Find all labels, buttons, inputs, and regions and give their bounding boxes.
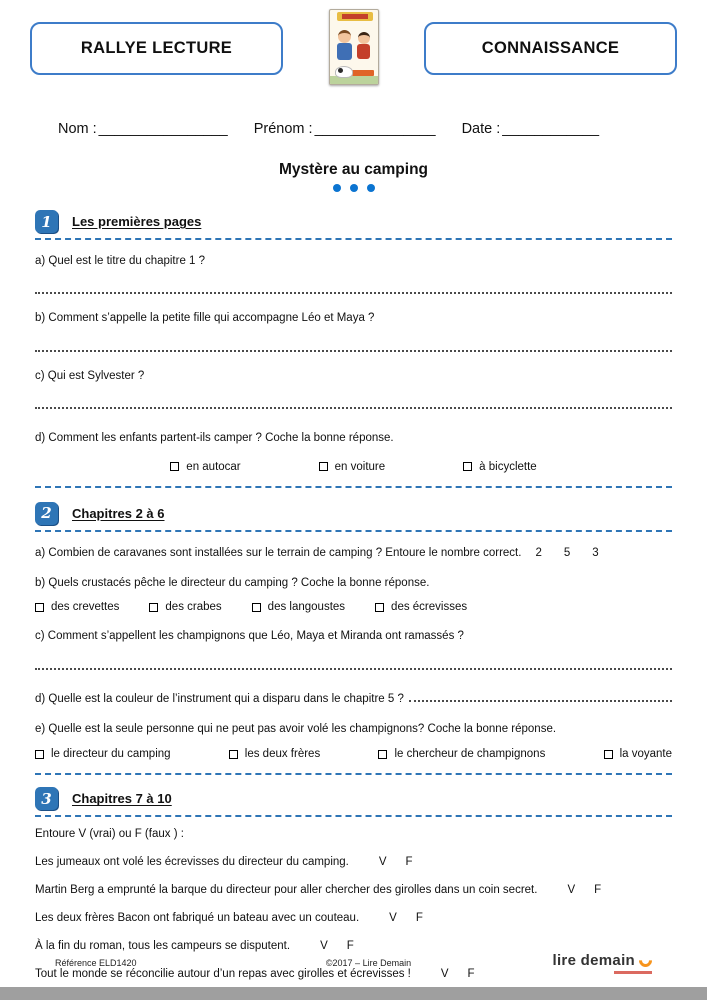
- statement-text: À la fin du roman, tous les campeurs se disputent.: [35, 940, 291, 953]
- dashed-divider: [35, 486, 672, 488]
- statement-row: [35, 912, 672, 924]
- statement-row: [35, 884, 672, 896]
- faux-option[interactable]: F: [415, 912, 423, 925]
- faux-option[interactable]: F: [467, 968, 475, 981]
- number-choice-3[interactable]: 3: [592, 546, 599, 559]
- section-1-badge: 1: [35, 210, 58, 233]
- dashed-divider: [35, 238, 672, 240]
- answer-line: [35, 657, 672, 670]
- faux-option[interactable]: F: [594, 884, 602, 897]
- statement-text: Martin Berg a emprunté la barque du directeur pour aller chercher des girolles dans un coin secret.: [35, 884, 538, 897]
- option-label: en voiture: [334, 460, 386, 473]
- copyright-text: ©2017 – Lire Demain: [325, 958, 412, 968]
- options-row-1d: [35, 461, 672, 473]
- question-2b: b) Quels crustacés pêche le directeur du camping ? Coche la bonne réponse.: [35, 576, 430, 589]
- vrai-option[interactable]: V: [320, 940, 328, 953]
- option-des-crevettes: [35, 601, 119, 613]
- vrai-option[interactable]: V: [567, 884, 576, 897]
- section-1: [35, 210, 672, 488]
- prenom-label: Prénom :: [253, 121, 313, 137]
- section-3-header: [35, 787, 672, 810]
- option-des-ecrevisses: [375, 601, 467, 613]
- answer-line: [409, 692, 672, 702]
- section-2-title: Chapitres 2 à 6: [72, 505, 165, 521]
- dot-icon: [333, 184, 341, 192]
- checkbox-icon[interactable]: [35, 603, 44, 612]
- cover-art-shape: [335, 66, 353, 78]
- option-label: des crevettes: [51, 601, 120, 614]
- header: [0, 0, 707, 85]
- number-choice-2[interactable]: 2: [535, 546, 542, 559]
- options-row-2e: [35, 748, 672, 760]
- option-label: le chercheur de champignons: [394, 748, 546, 761]
- dot-icon: [367, 184, 375, 192]
- section-3-badge: 3: [35, 787, 58, 810]
- nom-field-line: ________________: [98, 121, 228, 137]
- section-3-title: Chapitres 7 à 10: [72, 791, 172, 807]
- statement-text: Les deux frères Bacon ont fabriqué un bateau avec un couteau.: [35, 912, 360, 925]
- book-cover-image: [329, 9, 379, 85]
- cover-art-shape: [330, 76, 378, 84]
- section-1-title: Les premières pages: [72, 214, 202, 229]
- answer-line: [35, 281, 672, 294]
- cover-art-shape: [358, 32, 370, 44]
- rallye-lecture-box: [30, 22, 283, 75]
- checkbox-icon[interactable]: [375, 603, 384, 612]
- checkbox-icon[interactable]: [378, 750, 387, 759]
- option-label: à bicyclette: [479, 460, 537, 473]
- question-2d: [35, 692, 672, 706]
- logo-text: lire demain: [552, 952, 635, 969]
- option-en-autocar: [170, 461, 240, 473]
- question-2a: [35, 546, 672, 560]
- number-choice-5[interactable]: 5: [563, 546, 571, 559]
- option-label: des crabes: [165, 601, 222, 614]
- connaissance-label: CONNAISSANCE: [481, 39, 620, 57]
- title-dots-decoration: [35, 184, 672, 192]
- option-label: en autocar: [186, 460, 241, 473]
- dashed-divider: [35, 530, 672, 532]
- section-1-header: [35, 210, 672, 233]
- section-2-badge: 2: [35, 502, 58, 525]
- option-des-langoustes: [252, 601, 345, 613]
- checkbox-icon[interactable]: [604, 750, 613, 759]
- checkbox-icon[interactable]: [252, 603, 261, 612]
- lire-demain-logo: [492, 952, 652, 974]
- reference-text: Référence ELD1420: [55, 958, 137, 968]
- dot-icon: [350, 184, 358, 192]
- checkbox-icon[interactable]: [149, 603, 158, 612]
- date-label: Date :: [461, 121, 501, 137]
- section-3-instructions: Entoure V (vrai) ou F (faux ) :: [35, 828, 184, 841]
- option-label: la voyante: [619, 748, 672, 761]
- question-1b: b) Comment s’appelle la petite fille qui accompagne Léo et Maya ?: [35, 312, 375, 325]
- option-le-directeur-du-camping: [35, 748, 171, 760]
- orange-swoosh-icon: [636, 951, 654, 969]
- faux-option[interactable]: F: [346, 940, 354, 953]
- dashed-divider: [35, 815, 672, 817]
- question-1c: c) Qui est Sylvester ?: [35, 369, 145, 382]
- question-2c: c) Comment s’appellent les champignons que Léo, Maya et Miranda ont ramassés ?: [35, 630, 464, 643]
- question-2a-text: a) Combien de caravanes sont installées sur le terrain de camping ? Entoure le nombre correct.: [35, 546, 522, 559]
- connaissance-box: [424, 22, 677, 75]
- section-2: [35, 502, 672, 776]
- answer-line: [35, 339, 672, 352]
- statement-text: Tout le monde se réconcilie autour d’un repas avec girolles et écrevisses !: [35, 968, 411, 981]
- nom-label: Nom :: [58, 121, 97, 137]
- section-2-header: [35, 502, 672, 525]
- cover-art-shape: [337, 12, 373, 21]
- option-label: des écrevisses: [391, 601, 468, 614]
- checkbox-icon[interactable]: [229, 750, 238, 759]
- page-title: Mystère au camping: [278, 161, 429, 178]
- vrai-option[interactable]: V: [440, 968, 449, 981]
- prenom-field-line: _______________: [314, 121, 436, 137]
- vrai-option[interactable]: V: [389, 912, 397, 925]
- question-2e: e) Quelle est la seule personne qui ne peut pas avoir volé les champignons? Coche la bonne réponse.: [35, 723, 557, 735]
- option-les-deux-freres: [229, 748, 320, 760]
- page-footer: [0, 952, 707, 974]
- question-2d-text: d) Quelle est la couleur de l’instrument qui a disparu dans le chapitre 5 ?: [35, 692, 404, 705]
- option-label: les deux frères: [244, 748, 321, 761]
- cover-art-shape: [337, 43, 352, 60]
- option-label: le directeur du camping: [51, 748, 171, 761]
- cover-art-shape: [338, 30, 351, 43]
- option-en-voiture: [319, 461, 386, 473]
- checkbox-icon[interactable]: [170, 462, 179, 471]
- option-a-bicyclette: [463, 461, 537, 473]
- statement-text: Les jumeaux ont volé les écrevisses du directeur du camping.: [35, 856, 349, 869]
- faux-option[interactable]: F: [405, 856, 413, 869]
- option-label: des langoustes: [267, 601, 346, 614]
- logo-subtext-decoration: [614, 971, 652, 974]
- cover-art-shape: [352, 70, 374, 76]
- option-des-crabes: [149, 601, 221, 613]
- option-la-voyante: [604, 748, 672, 760]
- vrai-option[interactable]: V: [378, 856, 387, 869]
- checkbox-icon[interactable]: [463, 462, 472, 471]
- checkbox-icon[interactable]: [35, 750, 44, 759]
- statement-row: [35, 856, 672, 868]
- answer-line: [35, 396, 672, 409]
- question-1d: d) Comment les enfants partent-ils camper ? Coche la bonne réponse.: [35, 432, 394, 445]
- question-1a: a) Quel est le titre du chapitre 1 ?: [35, 255, 206, 267]
- rallye-lecture-label: RALLYE LECTURE: [80, 39, 233, 57]
- statement-row: [35, 940, 672, 952]
- cover-art-shape: [357, 44, 370, 59]
- options-row-2b: [35, 601, 672, 613]
- checkbox-icon[interactable]: [319, 462, 328, 471]
- option-le-chercheur-de-champignons: [378, 748, 545, 760]
- date-field-line: ____________: [502, 121, 600, 137]
- identity-line: [58, 121, 707, 137]
- dashed-divider: [35, 773, 672, 775]
